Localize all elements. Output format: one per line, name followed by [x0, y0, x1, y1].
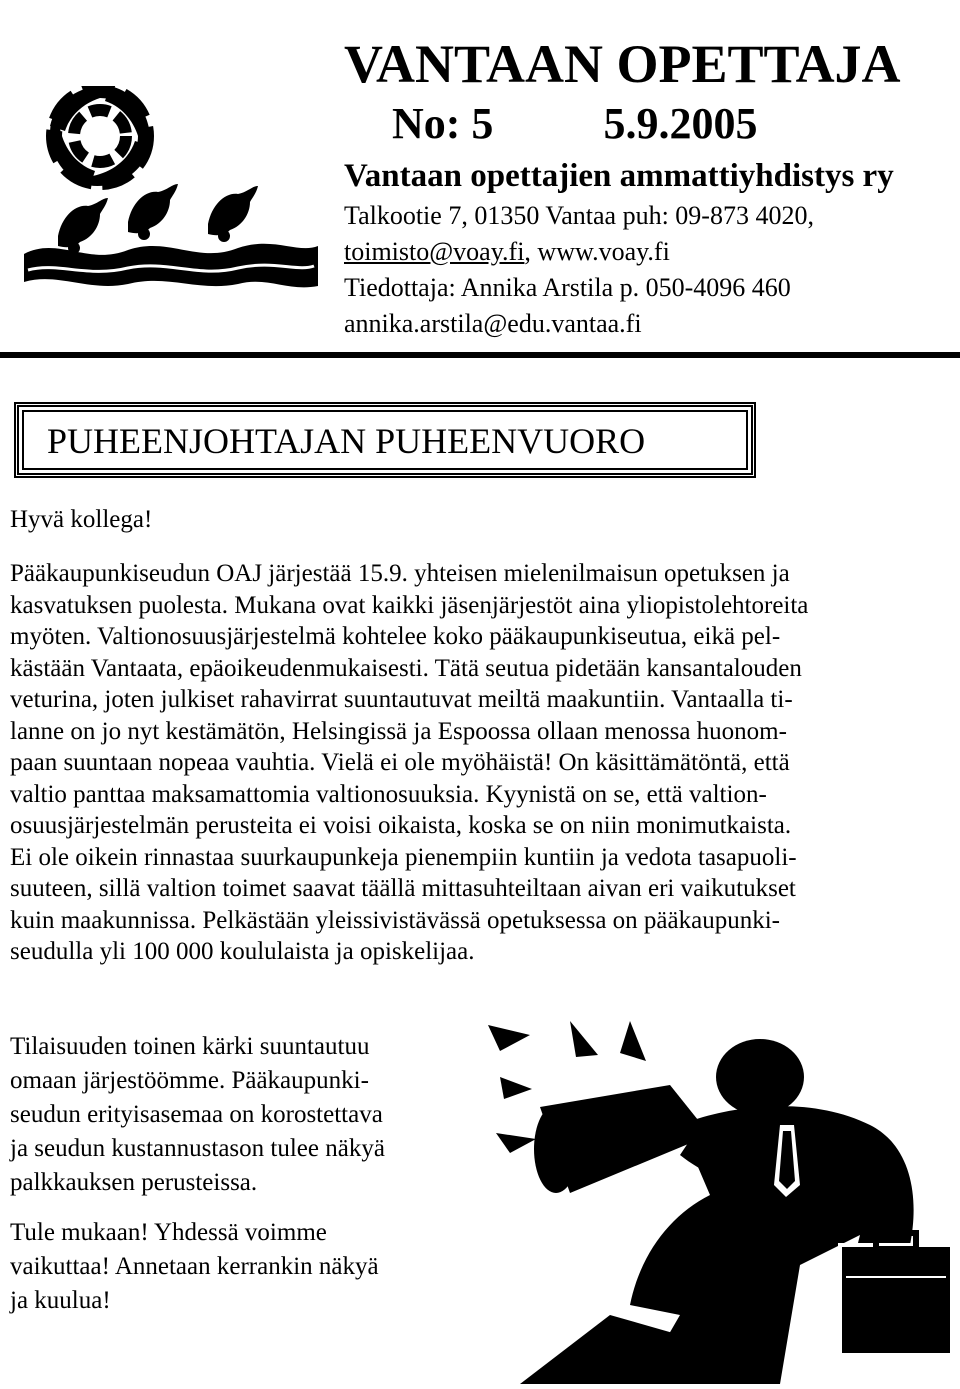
section-headline-box	[14, 402, 756, 478]
megaphone-man-icon	[480, 1015, 960, 1384]
header-divider	[0, 352, 960, 358]
closing-line: Tilaisuuden toinen kärki suuntautuu	[10, 1033, 370, 1060]
body-line: suuteen, sillä valtion toimet saavat täällä mittasuhteiltaan aivan eri vaikutukset	[10, 875, 796, 902]
body-line: valtio panttaa maksamattomia valtionosuuksia. Kyynistä on se, että valtion-	[10, 780, 767, 808]
address: Talkootie 7, 01350 Vantaa puh: 09-873 4020,	[344, 201, 814, 230]
closing-line: Tule mukaan! Yhdessä voimme	[10, 1219, 327, 1246]
contact-block	[344, 198, 814, 342]
body-line: kästään Vantaata, epäoikeudenmukaisesti. Tätä seutua pidetään kansantalouden	[10, 654, 802, 682]
email-link[interactable]: toimisto@voay.fi	[344, 237, 525, 266]
newsletter-title: VANTAAN OPETTAJA	[344, 34, 901, 94]
closing-line: omaan järjestöömme. Pääkaupunki-	[10, 1067, 369, 1094]
closing-line: vaikuttaa! Annetaan kerrankin näkyä	[10, 1253, 379, 1280]
body-line: kasvatuksen puolesta. Mukana ovat kaikki jäsenjärjestöt aina yliopistolehtoreita	[10, 591, 809, 619]
closing-text	[10, 1030, 385, 1318]
issue-number: No: 5	[392, 99, 494, 148]
organization-logo-icon	[18, 86, 324, 294]
closing-line: palkkauksen perusteissa.	[10, 1169, 258, 1196]
body-line: seudulla yli 100 000 koululaista ja opiskelijaa.	[10, 938, 475, 965]
issue-date: 5.9.2005	[603, 99, 758, 148]
website-text: , www.voay.fi	[524, 237, 670, 266]
closing-line: seudun erityisasemaa on korostettava	[10, 1101, 383, 1128]
email-web-line	[344, 234, 814, 270]
body-line: lanne on jo nyt kestämätön, Helsingissä ja Espoossa ollaan menossa huonom-	[10, 717, 787, 745]
section-headline: PUHEENJOHTAJAN PUHEENVUORO	[47, 421, 646, 461]
issue-line	[392, 98, 757, 150]
organization-name: Vantaan opettajien ammattiyhdistys ry	[344, 158, 894, 194]
closing-line: ja seudun kustannustason tulee näkyä	[10, 1135, 385, 1162]
closing-line: ja kuulua!	[10, 1287, 111, 1314]
editor-email: annika.arstila@edu.vantaa.fi	[344, 309, 642, 338]
body-line: myöten. Valtionosuusjärjestelmä kohtelee koko pääkaupunkiseutua, eikä pel-	[10, 623, 781, 650]
body-line: paan suuntaan nopeaa vauhtia. Vielä ei ole myöhäistä! On käsittämätöntä, että	[10, 749, 790, 776]
body-line: veturina, joten julkiset rahavirrat suuntautuvat meiltä maakuntiin. Vantaalla ti-	[10, 686, 793, 713]
paragraph-gap	[10, 1200, 385, 1216]
article-body	[10, 558, 960, 968]
body-line: Pääkaupunkiseudun OAJ järjestää 15.9. yhteisen mielenilmaisun opetuksen ja	[10, 560, 790, 587]
body-line: kuin maakunnissa. Pelkästään yleissivistävässä opetuksessa on pääkaupunki-	[10, 906, 780, 934]
body-line: osuusjärjestelmän perusteita ei voisi oikaista, koska se on niin monimutkaista.	[10, 812, 792, 839]
greeting: Hyvä kollega!	[10, 506, 153, 533]
editor-info: Tiedottaja: Annika Arstila p. 050-4096 460	[344, 273, 791, 302]
body-line: Ei ole oikein rinnastaa suurkaupunkeja pienempiin kuntiin ja vedota tasapuoli-	[10, 843, 797, 871]
